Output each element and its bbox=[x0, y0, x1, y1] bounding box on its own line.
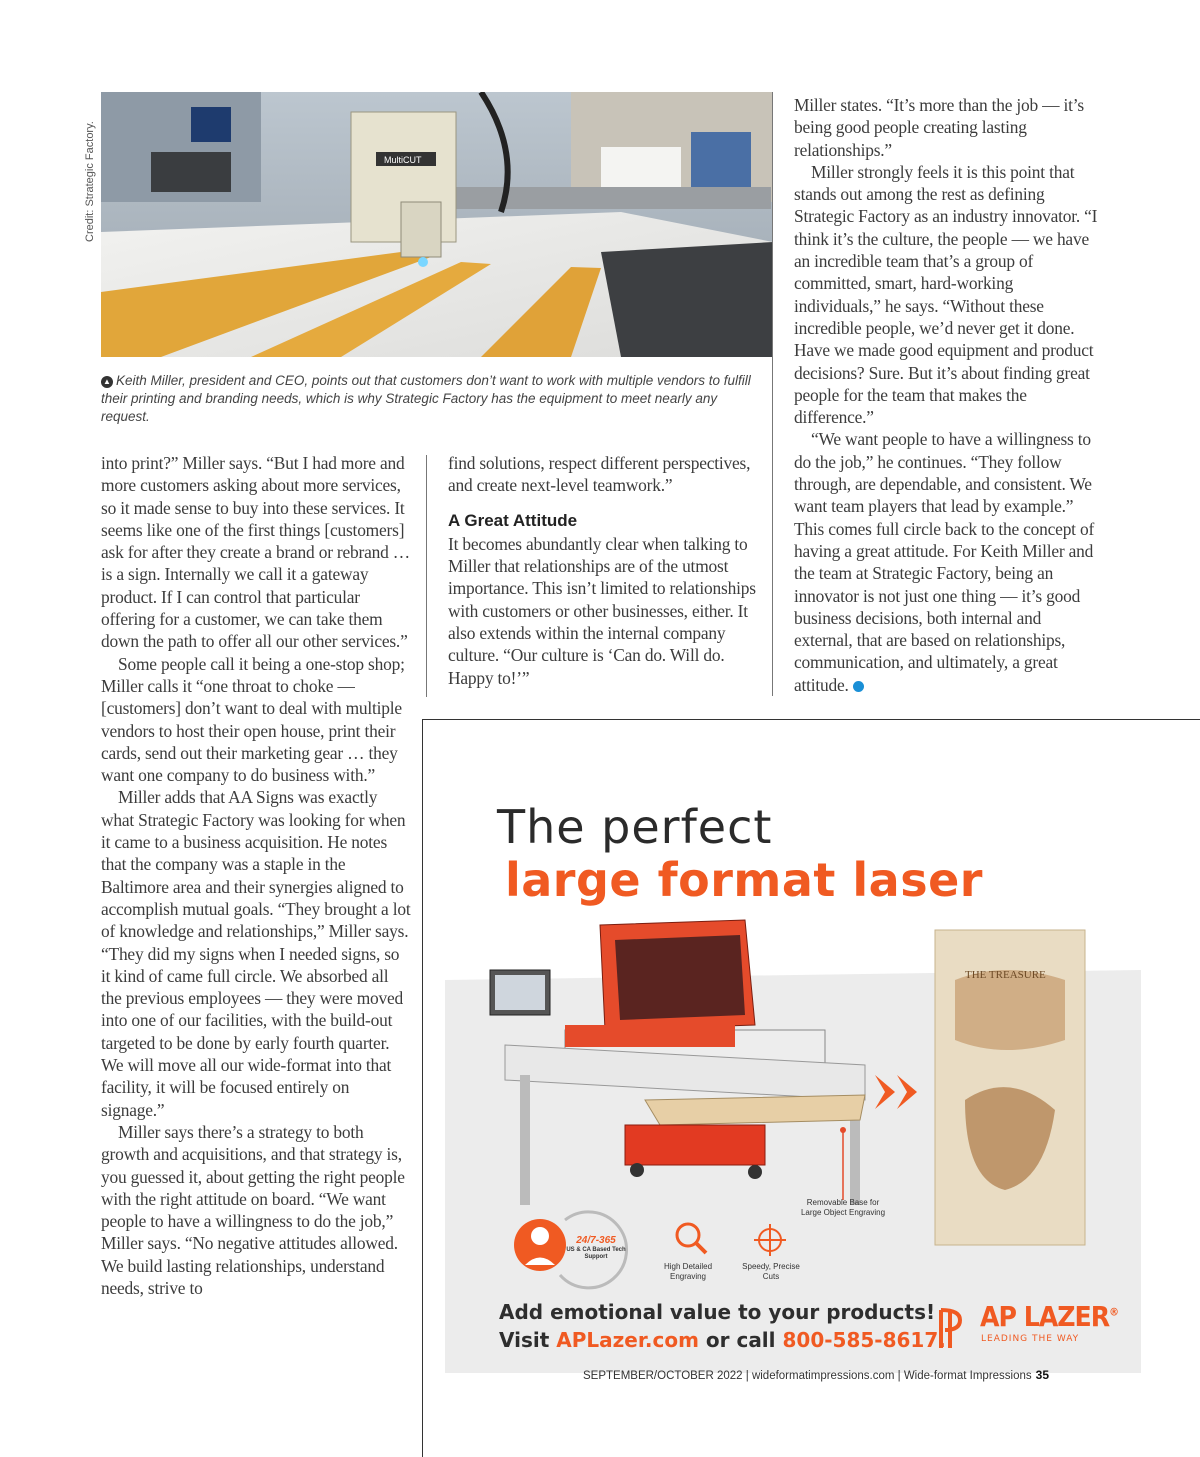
column-rule bbox=[426, 455, 427, 697]
paragraph: Miller strongly feels it is this point that stands out among the rest as defining Strategic Factory as an industry innovator. “I think it’s the culture, the people — we have an incredible team that’s a group of committed, smart, hard-working individuals,” he says. “Without these incredible people, we’d never get it done. Have we made good equipment and product decisions? Sure. But it’s about finding great people for the team that makes the difference.” bbox=[794, 161, 1098, 428]
removable-base-label: Removable Base for Large Object Engraving bbox=[800, 1198, 886, 1217]
paragraph: Miller says there’s a strategy to both growth and acquisitions, and that strategy is, you guessed it, about getting the right people with the right attitude on board. “We want people to have a willingness to do the job,” Miller says. “No negative attitudes allowed. We build lasting relationships, understand needs, strive to bbox=[101, 1121, 405, 1298]
support-badge-sub: US & CA Based Tech Support bbox=[566, 1247, 626, 1260]
feature-label: High Detailed Engraving bbox=[663, 1262, 713, 1281]
support-badge: 24/7-365 bbox=[576, 1235, 616, 1246]
cta-or-call: or call bbox=[705, 1328, 776, 1352]
registered-mark: ® bbox=[1109, 1305, 1119, 1319]
caption-text: Keith Miller, president and CEO, points out that customers don’t want to work with multiple vendors to fulfill their printing and branding needs, which is why Strategic Factory has the equipment to meet nearly any request. bbox=[101, 373, 751, 424]
end-mark-icon bbox=[853, 681, 864, 692]
ad-phone-link[interactable]: 800-585-8617. bbox=[782, 1328, 946, 1352]
paragraph-text: “We want people to have a willingness to do the job,” he continues. “They follow through, are dependable, and consistent. We want team players that lead by example.” This comes full circle back to the concept of having a great attitude. For Keith Miller and the team at Strategic Factory, being an innovator is not just one thing — it’s good business decisions, both internal and external, that are based on relationships, communication, and ultimately, a great attitude. bbox=[794, 429, 1095, 695]
ad-website-link[interactable]: APLazer.com bbox=[556, 1328, 699, 1352]
page-number: 35 bbox=[1035, 1368, 1049, 1382]
article-column-1 bbox=[101, 452, 411, 1299]
paragraph: into print?” Miller says. “But I had more and more customers asking about more services, so it made sense to buy into these services. It seems like one of the first things [customers] ask for after they create a brand or rebrand … is a sign. Internally we call it a gateway product. If I can control that particular offering for a customer, we can take them down the path to offer all our other services.” bbox=[101, 453, 410, 652]
paragraph: Some people call it being a one-stop shop; Miller calls it “one throat to choke — [customers] don’t want to deal with multiple vendors to host their open house, print their cards, send out their marketing gear … they want one company to do business with.” bbox=[101, 653, 405, 786]
article-column-3 bbox=[794, 94, 1099, 696]
cta-visit: Visit bbox=[499, 1328, 550, 1352]
ad-cta bbox=[499, 1328, 946, 1352]
footer-text: SEPTEMBER/OCTOBER 2022 | wideformatimpressions.com | Wide-format Impressions bbox=[583, 1370, 1032, 1382]
ad-headline: The perfect bbox=[497, 800, 773, 854]
ad-headline-accent: large format laser bbox=[505, 853, 983, 907]
photo-caption bbox=[101, 372, 751, 426]
logo-text: AP LAZER bbox=[980, 1300, 1110, 1333]
ad-border bbox=[422, 719, 423, 1457]
photo-credit-text: Credit: Strategic Factory. bbox=[84, 121, 96, 242]
ad-border bbox=[422, 719, 1200, 720]
ad-tagline: Add emotional value to your products! bbox=[499, 1300, 936, 1324]
paragraph: It becomes abundantly clear when talking to Miller that relationships are of the utmost importance. This isn’t limited to relationships with customers or other businesses, either. It also extends within the internal company culture. “Our culture is ‘Can do. Will do. Happy to!’” bbox=[448, 533, 756, 688]
paragraph: find solutions, respect different perspectives, and create next-level teamwork.” bbox=[448, 453, 751, 496]
article-column-2 bbox=[448, 452, 760, 689]
section-heading: A Great Attitude bbox=[448, 510, 578, 530]
article-photo bbox=[101, 92, 773, 357]
cutting-machine-photo bbox=[101, 92, 773, 357]
paragraph: Miller adds that AA Signs was exactly what Strategic Factory was looking for when it came to a business acquisition. He notes that the company was a staple in the Baltimore area and their synergies aligned to accomplish mutual goals. “They brought a lot of knowledge and relationships,” Miller says. “They did my signs when I needed signs, so it kind of came full circle. We absorbed all the previous employees — they were moved into one of our facilities, with the build-out targeted to be done by early fourth quarter. We will move all our wide-format into that facility, it will be focused entirely on signage.” bbox=[101, 787, 411, 1120]
feature-label: Speedy, Precise Cuts bbox=[742, 1262, 800, 1281]
column-rule bbox=[772, 92, 773, 696]
paragraph: Miller states. “It’s more than the job — it’s being good people creating lasting relationships.” bbox=[794, 95, 1084, 160]
triangle-up-icon: ▲ bbox=[101, 376, 113, 388]
sample-title: THE TREASURE bbox=[965, 969, 1046, 981]
photo-credit bbox=[84, 92, 100, 242]
paragraph bbox=[794, 428, 1099, 696]
ap-lazer-logo[interactable] bbox=[980, 1300, 1118, 1333]
machine-label: MultiCUT bbox=[384, 155, 422, 165]
logo-tagline: LEADING THE WAY bbox=[981, 1334, 1080, 1344]
page-footer bbox=[583, 1368, 1049, 1382]
